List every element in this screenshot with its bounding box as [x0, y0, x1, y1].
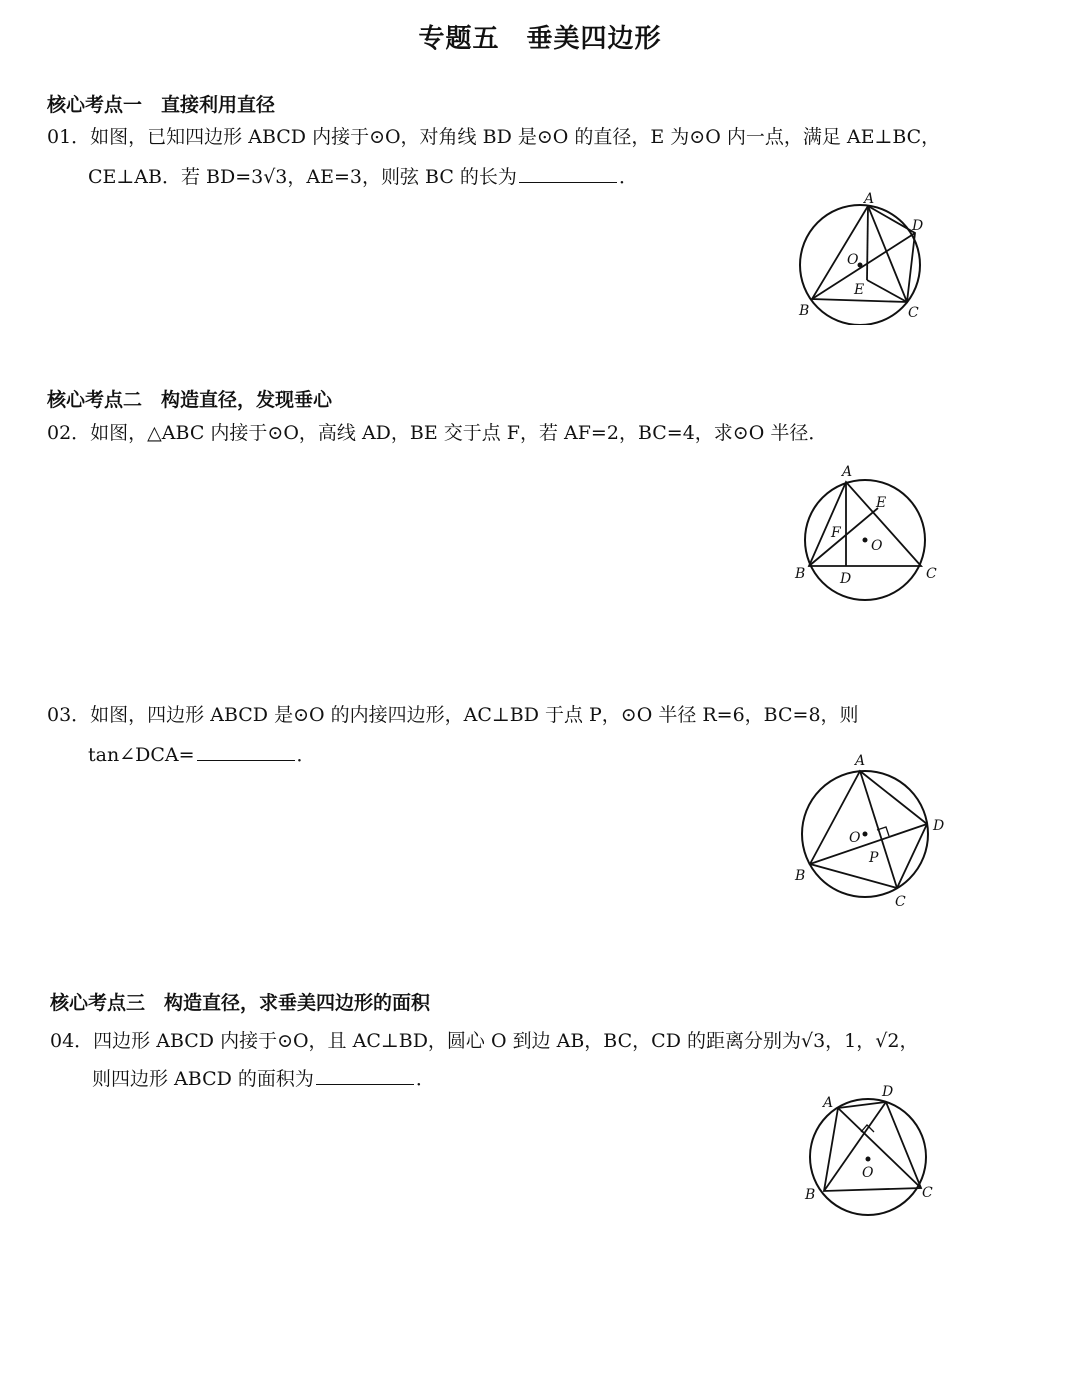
label-d: D — [882, 1084, 894, 1100]
label-o: O — [847, 252, 859, 268]
segment-ce — [867, 280, 907, 302]
segment-ae — [867, 206, 868, 280]
label-c: C — [926, 566, 937, 582]
label-c: C — [908, 305, 919, 321]
label-d: D — [912, 218, 924, 234]
problem-2-line-1: 02．如图，△ABC 内接于⊙O，高线 AD，BE 交于点 F，若 AF=2，BC=4，求⊙O 半径． — [47, 422, 828, 444]
label-b: B — [795, 566, 806, 582]
answer-blank-1[interactable] — [519, 181, 617, 183]
figure-2 — [790, 462, 940, 612]
section-heading-2: 核心考点二 构造直径，发现垂心 — [47, 389, 333, 411]
label-c: C — [895, 894, 906, 910]
label-e: E — [876, 495, 887, 511]
problem-3-period: ． — [296, 744, 316, 766]
figure-3 — [785, 752, 955, 917]
answer-blank-4[interactable] — [316, 1083, 414, 1085]
label-p: P — [869, 850, 879, 866]
center-dot — [863, 832, 868, 837]
label-o: O — [849, 830, 861, 846]
problem-3-line-1: 03．如图，四边形 ABCD 是⊙O 的内接四边形，AC⊥BD 于点 P，⊙O 半径 R=6，BC=8，则 — [47, 704, 859, 726]
problem-4-line-1: 04．四边形 ABCD 内接于⊙O，且 AC⊥BD，圆心 O 到边 AB，BC，CD 的距离分别为√3，1，√2， — [50, 1030, 919, 1052]
center-dot — [866, 1157, 871, 1162]
label-b: B — [805, 1187, 816, 1203]
label-o: O — [862, 1165, 874, 1181]
problem-1-period: ． — [618, 166, 638, 188]
label-d: D — [933, 818, 945, 834]
label-a: A — [855, 753, 866, 769]
label-d: D — [840, 571, 852, 587]
figure-4 — [798, 1080, 948, 1225]
diagonal-ac — [838, 1108, 921, 1188]
label-a: A — [864, 191, 875, 207]
problem-4-text: 则四边形 ABCD 的面积为 — [92, 1068, 314, 1090]
center-dot — [863, 538, 868, 543]
altitude-be — [809, 508, 878, 566]
problem-1-line-2 — [88, 162, 638, 189]
label-a: A — [842, 464, 853, 480]
figure-1 — [790, 185, 930, 325]
section-heading-3: 核心考点三 构造直径，求垂美四边形的面积 — [50, 992, 431, 1014]
problem-4-line-2 — [92, 1064, 435, 1091]
problem-3-text: tan∠DCA= — [88, 744, 195, 766]
problem-1-text: CE⊥AB．若 BD=3√3，AE=3，则弦 BC 的长为 — [88, 166, 517, 188]
label-o: O — [871, 538, 883, 554]
label-f: F — [831, 525, 841, 541]
problem-1-line-1: 01．如图，已知四边形 ABCD 内接于⊙O，对角线 BD 是⊙O 的直径，E 为⊙O 内一点，满足 AE⊥BC， — [47, 126, 941, 148]
label-c: C — [922, 1185, 933, 1201]
label-e: E — [854, 282, 865, 298]
page-title: 专题五 垂美四边形 — [418, 24, 662, 54]
label-b: B — [799, 303, 810, 319]
label-b: B — [795, 868, 806, 884]
section-heading-1: 核心考点一 直接利用直径 — [47, 94, 276, 116]
problem-4-period: ． — [415, 1068, 435, 1090]
answer-blank-3[interactable] — [197, 759, 295, 761]
problem-3-line-2 — [88, 740, 316, 767]
label-a: A — [823, 1095, 834, 1111]
